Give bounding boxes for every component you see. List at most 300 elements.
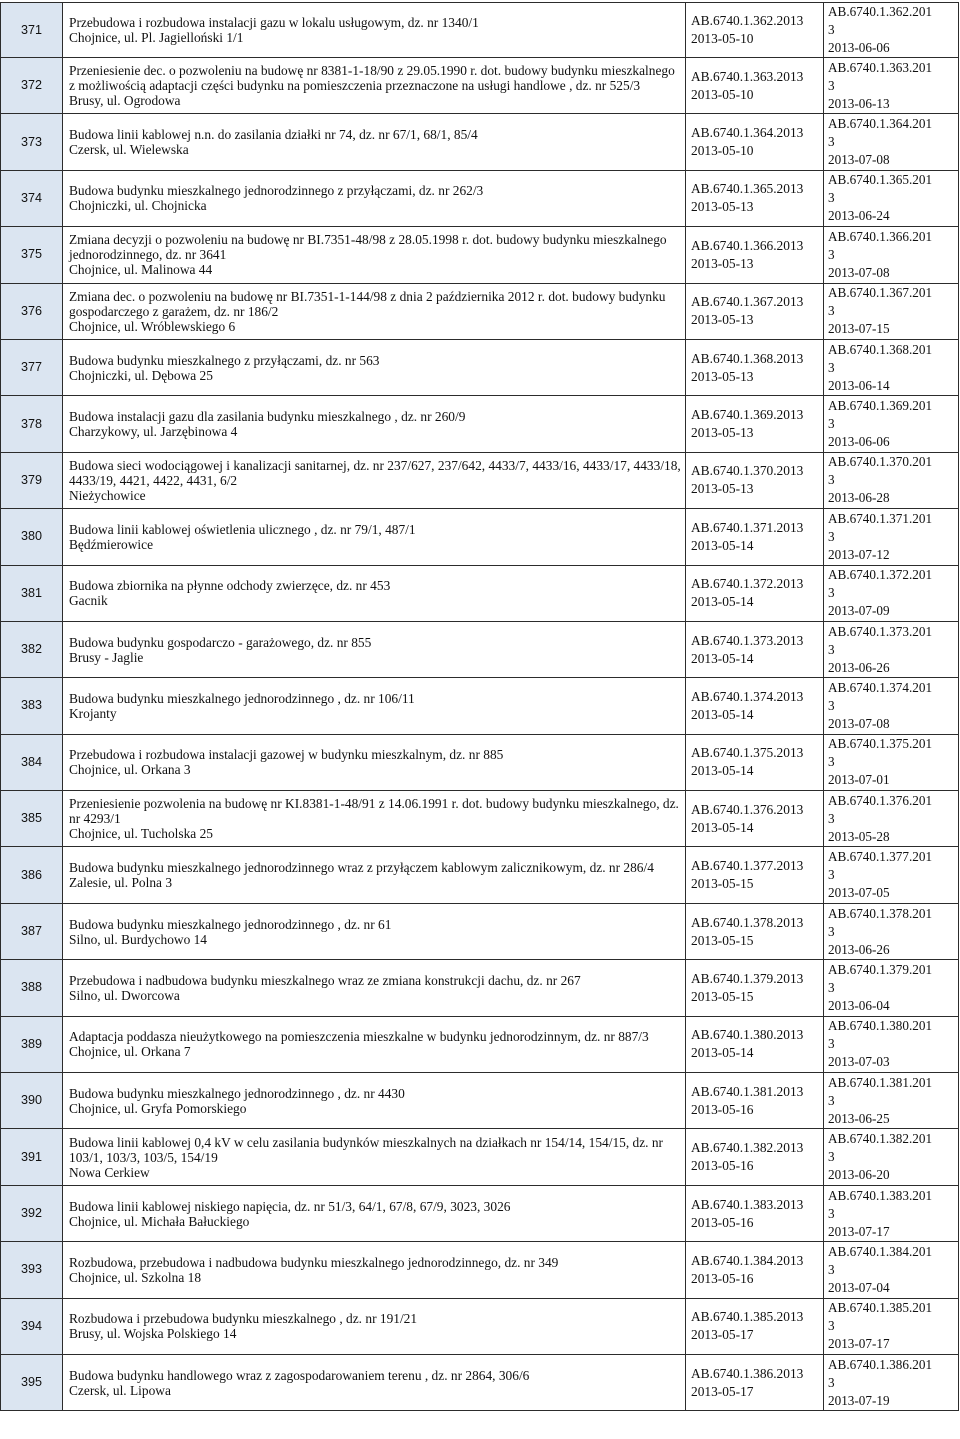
row-number: 392 <box>1 1185 63 1241</box>
case-number: AB.6740.1.382.2013 <box>691 1140 804 1156</box>
location: Gacnik <box>69 593 108 609</box>
decision-number: AB.6740.1.362.201 <box>828 4 933 19</box>
decision-number-suffix: 3 <box>828 810 835 826</box>
location: Chojnice, ul. Orkana 3 <box>69 762 191 778</box>
decision-date: 2013-07-04 <box>828 1279 890 1295</box>
application-date: 2013-05-13 <box>691 481 754 497</box>
register-body <box>1 3 959 1411</box>
description-cell <box>63 114 686 170</box>
decision-number-suffix: 3 <box>828 22 835 37</box>
table-row <box>1 621 959 677</box>
row-number: 383 <box>1 678 63 734</box>
case-cell <box>686 903 824 959</box>
table-row <box>1 58 959 114</box>
decision-cell <box>824 114 959 170</box>
work-description: Przebudowa i rozbudowa instalacji gazu w lokalu usługowym, dz. nr 1340/1 <box>69 15 479 30</box>
location: Chojnice, ul. Wróblewskiego 6 <box>69 318 236 334</box>
row-number: 394 <box>1 1298 63 1354</box>
decision-date: 2013-07-09 <box>828 603 890 619</box>
case-number: AB.6740.1.370.2013 <box>691 463 804 479</box>
location: Chojnice, ul. Orkana 7 <box>69 1044 191 1060</box>
case-cell <box>686 170 824 226</box>
application-date: 2013-05-14 <box>691 594 754 610</box>
table-row <box>1 903 959 959</box>
decision-cell <box>824 791 959 847</box>
case-cell <box>686 1354 824 1410</box>
description-cell <box>63 1354 686 1410</box>
work-description: Budowa zbiornika na płynne odchody zwierzęce, dz. nr 453 <box>69 578 391 594</box>
work-description: Przebudowa i nadbudowa budynku mieszkalnego wraz ze zmiana konstrukcji dachu, dz. nr 267 <box>69 972 581 988</box>
case-number: AB.6740.1.384.2013 <box>691 1252 804 1268</box>
case-cell <box>686 114 824 170</box>
decision-number-suffix: 3 <box>828 641 835 657</box>
decision-number: AB.6740.1.370.201 <box>828 454 933 470</box>
case-number: AB.6740.1.386.2013 <box>691 1365 804 1381</box>
location: Chojnice, ul. Szkolna 18 <box>69 1269 202 1285</box>
case-cell <box>686 339 824 395</box>
decision-number: AB.6740.1.383.201 <box>828 1187 933 1203</box>
case-number: AB.6740.1.381.2013 <box>691 1083 804 1099</box>
decision-date: 2013-07-08 <box>828 152 890 168</box>
location: Charzykowy, ul. Jarzębinowa 4 <box>69 424 238 440</box>
table-row <box>1 847 959 903</box>
application-date: 2013-05-15 <box>691 988 754 1004</box>
row-number: 374 <box>1 170 63 226</box>
decision-number: AB.6740.1.374.201 <box>828 679 933 695</box>
application-date: 2013-05-10 <box>691 143 754 159</box>
table-row <box>1 960 959 1016</box>
decision-number: AB.6740.1.382.201 <box>828 1131 933 1147</box>
description-cell <box>63 678 686 734</box>
decision-number-suffix: 3 <box>828 134 835 150</box>
application-date: 2013-05-14 <box>691 650 754 666</box>
work-description: Budowa budynku mieszkalnego jednorodzinnego , dz. nr 106/11 <box>69 690 415 706</box>
application-date: 2013-05-14 <box>691 537 754 553</box>
decision-date: 2013-06-24 <box>828 208 890 224</box>
description-cell <box>63 227 686 283</box>
case-number: AB.6740.1.383.2013 <box>691 1196 804 1212</box>
decision-number-suffix: 3 <box>828 472 835 488</box>
work-description: Zmiana decyzji o pozwoleniu na budowę nr BI.7351-48/98 z 28.05.1998 r. dot. budowy budynku mieszkalnego jednorodzinnego, dz. nr 3641 <box>69 232 667 263</box>
decision-number-suffix: 3 <box>828 697 835 713</box>
decision-cell <box>824 170 959 226</box>
decision-cell <box>824 1016 959 1072</box>
decision-number-suffix: 3 <box>828 754 835 770</box>
description-cell <box>63 1129 686 1185</box>
decision-number: AB.6740.1.377.201 <box>828 849 933 865</box>
decision-date: 2013-06-04 <box>828 997 890 1013</box>
work-description: Budowa linii kablowej niskiego napięcia, dz. nr 51/3, 64/1, 67/8, 67/9, 3023, 3026 <box>69 1198 511 1214</box>
building-permit-register-table <box>0 2 959 1411</box>
decision-cell <box>824 1185 959 1241</box>
application-date: 2013-05-17 <box>691 1383 754 1399</box>
decision-number: AB.6740.1.369.201 <box>828 398 933 414</box>
description-cell <box>63 452 686 508</box>
table-row <box>1 114 959 170</box>
description-cell <box>63 960 686 1016</box>
table-row <box>1 565 959 621</box>
case-number: AB.6740.1.378.2013 <box>691 914 804 930</box>
work-description: Budowa linii kablowej n.n. do zasilania działki nr 74, dz. nr 67/1, 68/1, 85/4 <box>69 127 478 143</box>
case-cell <box>686 1016 824 1072</box>
decision-number: AB.6740.1.381.201 <box>828 1074 933 1090</box>
case-number: AB.6740.1.367.2013 <box>691 294 804 310</box>
case-number: AB.6740.1.365.2013 <box>691 181 804 197</box>
application-date: 2013-05-14 <box>691 1045 754 1061</box>
table-row <box>1 283 959 339</box>
application-date: 2013-05-13 <box>691 425 754 441</box>
decision-date: 2013-07-17 <box>828 1223 890 1239</box>
case-number: AB.6740.1.369.2013 <box>691 407 804 423</box>
case-number: AB.6740.1.368.2013 <box>691 350 804 366</box>
case-cell <box>686 1129 824 1185</box>
case-cell <box>686 1073 824 1129</box>
location: Nieżychowice <box>69 487 146 503</box>
row-number: 378 <box>1 396 63 452</box>
work-description: Budowa budynku mieszkalnego jednorodzinnego , dz. nr 4430 <box>69 1085 405 1101</box>
location: Brusy, ul. Ogrodowa <box>69 93 181 109</box>
description-cell <box>63 3 686 58</box>
case-number: AB.6740.1.374.2013 <box>691 688 804 704</box>
description-cell <box>63 396 686 452</box>
location: Będźmierowice <box>69 536 154 552</box>
row-number: 375 <box>1 227 63 283</box>
row-number: 380 <box>1 509 63 565</box>
decision-number: AB.6740.1.367.201 <box>828 285 933 301</box>
work-description: Rozbudowa, przebudowa i nadbudowa budynku mieszkalnego jednorodzinnego, dz. nr 349 <box>69 1254 559 1270</box>
case-cell <box>686 734 824 790</box>
decision-number-suffix: 3 <box>828 1092 835 1108</box>
application-date: 2013-05-15 <box>691 876 754 892</box>
description-cell <box>63 847 686 903</box>
decision-cell <box>824 565 959 621</box>
decision-cell <box>824 58 959 114</box>
work-description: Przeniesienie pozwolenia na budowę nr KI.8381-1-48/91 z 14.06.1991 r. dot. budowy budynku mieszkalnego, dz. nr 4293/1 <box>69 796 679 827</box>
decision-date: 2013-06-25 <box>828 1110 890 1126</box>
description-cell <box>63 903 686 959</box>
location: Chojnice, ul. Malinowa 44 <box>69 262 213 278</box>
case-cell <box>686 1298 824 1354</box>
description-cell <box>63 339 686 395</box>
location: Silno, ul. Burdychowo 14 <box>69 931 207 947</box>
work-description: Budowa budynku mieszkalnego jednorodzinnego , dz. nr 61 <box>69 916 392 932</box>
row-number: 373 <box>1 114 63 170</box>
decision-number: AB.6740.1.378.201 <box>828 905 933 921</box>
decision-date: 2013-05-28 <box>828 828 890 844</box>
table-row <box>1 339 959 395</box>
decision-cell <box>824 396 959 452</box>
decision-cell <box>824 1073 959 1129</box>
row-number: 384 <box>1 734 63 790</box>
work-description: Budowa budynku mieszkalnego jednorodzinnego wraz z przyłączem kablowym zalicznikowym, dz. nr 286/4 <box>69 860 654 876</box>
decision-number-suffix: 3 <box>828 1261 835 1277</box>
decision-number: AB.6740.1.386.201 <box>828 1356 933 1372</box>
description-cell <box>63 1016 686 1072</box>
decision-cell <box>824 960 959 1016</box>
application-date: 2013-05-15 <box>691 932 754 948</box>
decision-date: 2013-06-06 <box>828 434 890 450</box>
table-row <box>1 1242 959 1298</box>
application-date: 2013-05-14 <box>691 763 754 779</box>
location: Czersk, ul. Wielewska <box>69 142 189 158</box>
decision-date: 2013-07-03 <box>828 1054 890 1070</box>
work-description: Budowa budynku mieszkalnego z przyłączami, dz. nr 563 <box>69 352 380 368</box>
decision-cell <box>824 1298 959 1354</box>
work-description: Budowa instalacji gazu dla zasilania budynku mieszkalnego , dz. nr 260/9 <box>69 409 466 425</box>
location: Chojnice, ul. Tucholska 25 <box>69 826 213 842</box>
location: Chojniczki, ul. Chojnicka <box>69 198 207 214</box>
decision-number: AB.6740.1.371.201 <box>828 510 933 526</box>
decision-number-suffix: 3 <box>828 1374 835 1390</box>
application-date: 2013-05-10 <box>691 86 754 102</box>
work-description: Budowa linii kablowej 0,4 kV w celu zasilania budynków mieszkalnych na działkach nr 154/14, 154/15, dz. nr 103/1, 103/3, 103/5, 154/19 <box>69 1134 664 1165</box>
decision-number: AB.6740.1.365.201 <box>828 172 933 188</box>
location: Silno, ul. Dworcowa <box>69 987 180 1003</box>
decision-cell <box>824 339 959 395</box>
decision-date: 2013-06-13 <box>828 95 890 111</box>
decision-date: 2013-06-26 <box>828 659 890 675</box>
decision-number-suffix: 3 <box>828 246 835 262</box>
decision-number: AB.6740.1.384.201 <box>828 1243 933 1259</box>
location: Czersk, ul. Lipowa <box>69 1382 171 1398</box>
table-row <box>1 1016 959 1072</box>
case-cell <box>686 3 824 58</box>
application-date: 2013-05-16 <box>691 1101 754 1117</box>
decision-date: 2013-07-19 <box>828 1392 890 1408</box>
work-description: Przeniesienie dec. o pozwoleniu na budowę nr 8381-1-18/90 z 29.05.1990 r. dot. budowy budynku mieszkalnego z możliwością adaptacji części budynku na pomieszczenia przeznaczone na usługi handlowe , dz. nr 525/3 <box>69 63 675 94</box>
description-cell <box>63 734 686 790</box>
decision-number-suffix: 3 <box>828 190 835 206</box>
case-cell <box>686 509 824 565</box>
case-cell <box>686 396 824 452</box>
decision-cell <box>824 3 959 58</box>
description-cell <box>63 791 686 847</box>
row-number: 377 <box>1 339 63 395</box>
work-description: Budowa budynku mieszkalnego jednorodzinnego z przyłączami, dz. nr 262/3 <box>69 183 484 199</box>
location: Chojnice, ul. Michała Bałuckiego <box>69 1213 250 1229</box>
decision-number-suffix: 3 <box>828 923 835 939</box>
decision-number: AB.6740.1.373.201 <box>828 623 933 639</box>
decision-cell <box>824 1354 959 1410</box>
description-cell <box>63 1185 686 1241</box>
application-date: 2013-05-16 <box>691 1270 754 1286</box>
decision-number-suffix: 3 <box>828 1036 835 1052</box>
location: Krojanty <box>69 705 117 721</box>
table-row <box>1 678 959 734</box>
table-row <box>1 1354 959 1410</box>
case-number: AB.6740.1.364.2013 <box>691 125 804 141</box>
application-date: 2013-05-16 <box>691 1214 754 1230</box>
description-cell <box>63 621 686 677</box>
row-number: 395 <box>1 1354 63 1410</box>
decision-date: 2013-06-06 <box>828 40 890 55</box>
row-number: 371 <box>1 3 63 58</box>
table-row <box>1 170 959 226</box>
row-number: 381 <box>1 565 63 621</box>
description-cell <box>63 565 686 621</box>
decision-cell <box>824 847 959 903</box>
location: Nowa Cerkiew <box>69 1164 150 1180</box>
table-row <box>1 452 959 508</box>
decision-cell <box>824 678 959 734</box>
case-number: AB.6740.1.371.2013 <box>691 519 804 535</box>
decision-number-suffix: 3 <box>828 528 835 544</box>
decision-date: 2013-07-05 <box>828 885 890 901</box>
case-cell <box>686 227 824 283</box>
description-cell <box>63 58 686 114</box>
decision-number-suffix: 3 <box>828 1149 835 1165</box>
table-row <box>1 227 959 283</box>
description-cell <box>63 1242 686 1298</box>
application-date: 2013-05-17 <box>691 1327 754 1343</box>
work-description: Budowa budynku gospodarczo - garażowego, dz. nr 855 <box>69 634 372 650</box>
decision-number-suffix: 3 <box>828 416 835 432</box>
row-number: 391 <box>1 1129 63 1185</box>
decision-number-suffix: 3 <box>828 585 835 601</box>
decision-cell <box>824 903 959 959</box>
table-row <box>1 734 959 790</box>
application-date: 2013-05-13 <box>691 312 754 328</box>
case-number: AB.6740.1.362.2013 <box>691 13 804 28</box>
decision-cell <box>824 734 959 790</box>
case-number: AB.6740.1.375.2013 <box>691 745 804 761</box>
case-number: AB.6740.1.376.2013 <box>691 801 804 817</box>
row-number: 390 <box>1 1073 63 1129</box>
case-cell <box>686 678 824 734</box>
decision-number-suffix: 3 <box>828 77 835 93</box>
decision-number: AB.6740.1.366.201 <box>828 228 933 244</box>
description-cell <box>63 283 686 339</box>
table-row <box>1 3 959 58</box>
row-number: 372 <box>1 58 63 114</box>
decision-number-suffix: 3 <box>828 359 835 375</box>
decision-cell <box>824 621 959 677</box>
case-number: AB.6740.1.377.2013 <box>691 858 804 874</box>
decision-cell <box>824 283 959 339</box>
decision-cell <box>824 1242 959 1298</box>
decision-number: AB.6740.1.375.201 <box>828 736 933 752</box>
row-number: 389 <box>1 1016 63 1072</box>
table-row <box>1 791 959 847</box>
decision-date: 2013-06-26 <box>828 941 890 957</box>
case-cell <box>686 1185 824 1241</box>
decision-date: 2013-07-08 <box>828 715 890 731</box>
case-cell <box>686 960 824 1016</box>
row-number: 386 <box>1 847 63 903</box>
table-row <box>1 1129 959 1185</box>
decision-number: AB.6740.1.364.201 <box>828 116 933 132</box>
case-number: AB.6740.1.379.2013 <box>691 970 804 986</box>
decision-number: AB.6740.1.368.201 <box>828 341 933 357</box>
row-number: 387 <box>1 903 63 959</box>
case-cell <box>686 58 824 114</box>
case-number: AB.6740.1.363.2013 <box>691 68 804 84</box>
decision-number-suffix: 3 <box>828 1205 835 1221</box>
work-description: Budowa budynku handlowego wraz z zagospodarowaniem terenu , dz. nr 2864, 306/6 <box>69 1367 530 1383</box>
row-number: 376 <box>1 283 63 339</box>
description-cell <box>63 1073 686 1129</box>
decision-number: AB.6740.1.385.201 <box>828 1300 933 1316</box>
case-cell <box>686 621 824 677</box>
application-date: 2013-05-13 <box>691 368 754 384</box>
case-number: AB.6740.1.380.2013 <box>691 1027 804 1043</box>
description-cell <box>63 170 686 226</box>
decision-number-suffix: 3 <box>828 1318 835 1334</box>
work-description: Budowa linii kablowej oświetlenia ulicznego , dz. nr 79/1, 487/1 <box>69 521 416 537</box>
decision-cell <box>824 452 959 508</box>
location: Zalesie, ul. Polna 3 <box>69 875 173 891</box>
work-description: Budowa sieci wodociągowej i kanalizacji sanitarnej, dz. nr 237/627, 237/642, 4433/7, 4433/16, 4433/17, 4433/18, 4433/19, 4421, 4422, 4431, 6/2 <box>69 457 681 488</box>
location: Chojnice, ul. Gryfa Pomorskiego <box>69 1100 247 1116</box>
case-cell <box>686 452 824 508</box>
location: Brusy - Jaglie <box>69 649 144 665</box>
decision-number-suffix: 3 <box>828 303 835 319</box>
application-date: 2013-05-10 <box>691 31 754 46</box>
location: Brusy, ul. Wojska Polskiego 14 <box>69 1326 237 1342</box>
work-description: Adaptacja poddasza nieużytkowego na pomieszczenia mieszkalne w budynku jednorodzinnym, dz. nr 887/3 <box>69 1029 649 1045</box>
row-number: 382 <box>1 621 63 677</box>
decision-number-suffix: 3 <box>828 867 835 883</box>
application-date: 2013-05-14 <box>691 706 754 722</box>
decision-date: 2013-06-20 <box>828 1167 890 1183</box>
case-number: AB.6740.1.373.2013 <box>691 632 804 648</box>
case-number: AB.6740.1.372.2013 <box>691 576 804 592</box>
decision-cell <box>824 509 959 565</box>
case-cell <box>686 283 824 339</box>
location: Chojnice, ul. Pl. Jagielloński 1/1 <box>69 30 244 45</box>
description-cell <box>63 1298 686 1354</box>
work-description: Zmiana dec. o pozwoleniu na budowę nr BI.7351-1-144/98 z dnia 2 października 2012 r. dot. budowy budynku gospodarczego z garażem, dz. nr 186/2 <box>69 288 666 319</box>
case-cell <box>686 847 824 903</box>
decision-number: AB.6740.1.379.201 <box>828 961 933 977</box>
row-number: 385 <box>1 791 63 847</box>
case-cell <box>686 565 824 621</box>
description-cell <box>63 509 686 565</box>
table-row <box>1 1073 959 1129</box>
decision-date: 2013-06-14 <box>828 377 890 393</box>
application-date: 2013-05-14 <box>691 819 754 835</box>
case-cell <box>686 1242 824 1298</box>
row-number: 388 <box>1 960 63 1016</box>
decision-number-suffix: 3 <box>828 979 835 995</box>
work-description: Rozbudowa i przebudowa budynku mieszkalnego , dz. nr 191/21 <box>69 1311 418 1327</box>
decision-date: 2013-07-08 <box>828 264 890 280</box>
decision-number: AB.6740.1.372.201 <box>828 567 933 583</box>
case-number: AB.6740.1.385.2013 <box>691 1309 804 1325</box>
decision-number: AB.6740.1.363.201 <box>828 59 933 75</box>
decision-cell <box>824 1129 959 1185</box>
work-description: Przebudowa i rozbudowa instalacji gazowej w budynku mieszkalnym, dz. nr 885 <box>69 747 504 763</box>
decision-date: 2013-07-17 <box>828 1336 890 1352</box>
decision-cell <box>824 227 959 283</box>
decision-date: 2013-07-12 <box>828 546 890 562</box>
decision-date: 2013-06-28 <box>828 490 890 506</box>
table-row <box>1 509 959 565</box>
location: Chojniczki, ul. Dębowa 25 <box>69 367 213 383</box>
table-row <box>1 1185 959 1241</box>
decision-number: AB.6740.1.376.201 <box>828 792 933 808</box>
table-row <box>1 1298 959 1354</box>
application-date: 2013-05-16 <box>691 1158 754 1174</box>
case-cell <box>686 791 824 847</box>
case-number: AB.6740.1.366.2013 <box>691 237 804 253</box>
row-number: 393 <box>1 1242 63 1298</box>
decision-date: 2013-07-01 <box>828 772 890 788</box>
decision-number: AB.6740.1.380.201 <box>828 1018 933 1034</box>
application-date: 2013-05-13 <box>691 255 754 271</box>
row-number: 379 <box>1 452 63 508</box>
table-row <box>1 396 959 452</box>
